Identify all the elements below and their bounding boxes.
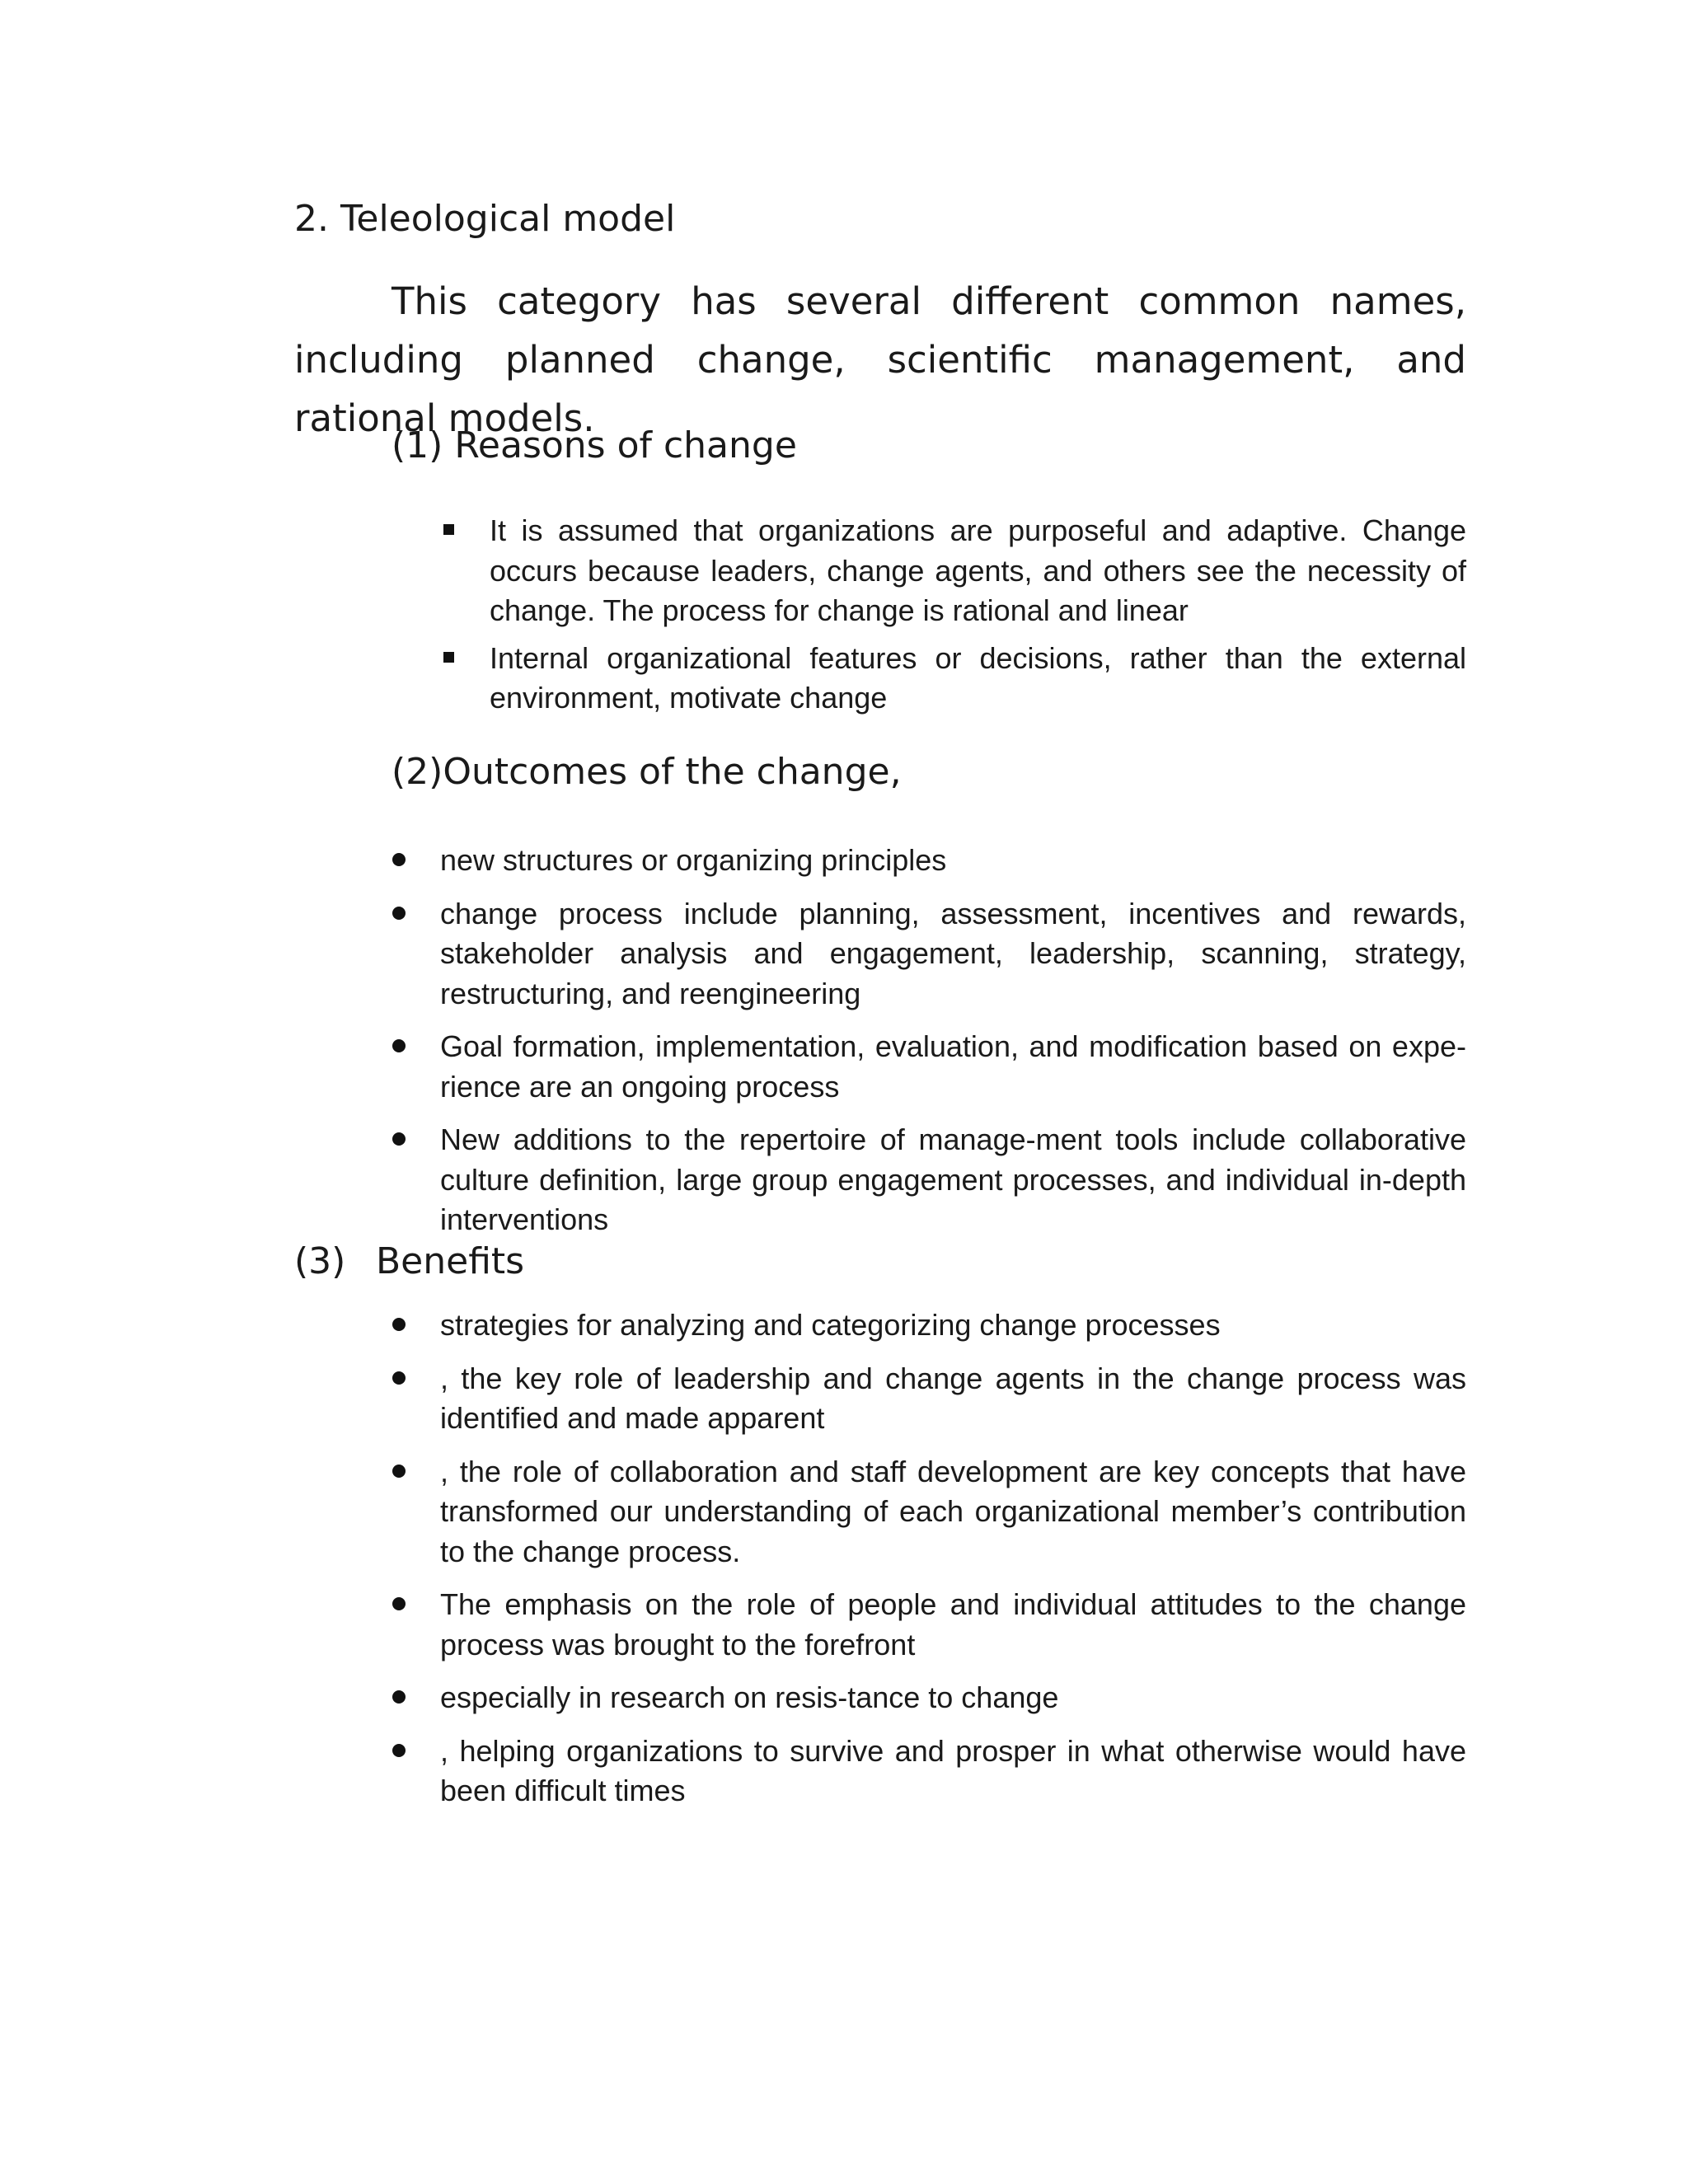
list-item	[440, 1678, 1466, 1718]
round-bullet-icon	[392, 1120, 406, 1133]
list-item	[440, 894, 1466, 1015]
intro-paragraph: This category has several different common names, including planned change, scientific management, and rational models.	[294, 279, 1466, 440]
list-item	[440, 1120, 1466, 1240]
list-item-text: , helping organizations to survive and prosper in what otherwise would have been difficult times	[440, 1733, 1466, 1807]
outcomes-list	[440, 841, 1466, 1254]
list-item-text: Goal formation, implementation, evaluation, and modification based on expe-rience are an ongoing process	[440, 1029, 1466, 1104]
outcomes-heading: (2)Outcomes of the change,	[392, 751, 902, 793]
list-item-text: It is assumed that organizations are purposeful and adaptive. Change occurs because leaders, change agents, and others see the necessity of change. The process for change is rational and linear	[490, 513, 1466, 627]
list-item-text: , the role of collaboration and staff development are key concepts that have transformed our understanding of each organizational member’s contribution to the change process.	[440, 1454, 1466, 1568]
benefits-heading: Benefits	[376, 1240, 525, 1282]
list-item-text: The emphasis on the role of people and individual attitudes to the change process was brought to the forefront	[440, 1587, 1466, 1661]
square-bullet-icon	[443, 639, 455, 650]
round-bullet-icon	[392, 1678, 406, 1691]
round-bullet-icon	[392, 1585, 406, 1598]
round-bullet-icon	[392, 1305, 406, 1319]
list-item	[490, 511, 1466, 631]
list-item	[440, 1452, 1466, 1572]
reasons-heading: (1) Reasons of change	[392, 424, 797, 466]
list-item-text: change process include planning, assessment, incentives and rewards, stakeholder analysis and engagement, leadership, scanning, strategy, restructuring, and reengineering	[440, 896, 1466, 1010]
section-title: 2. Teleological model	[294, 198, 676, 240]
list-item-text: especially in research on resis-tance to change	[440, 1680, 1059, 1714]
list-item	[440, 1359, 1466, 1439]
list-item	[440, 841, 1466, 881]
list-item	[440, 1305, 1466, 1346]
list-item	[440, 1732, 1466, 1811]
list-item	[440, 1027, 1466, 1107]
list-item	[440, 1585, 1466, 1665]
round-bullet-icon	[392, 894, 406, 907]
round-bullet-icon	[392, 1452, 406, 1465]
square-bullet-icon	[443, 511, 455, 523]
list-item-text: , the key role of leadership and change agents in the change process was identified and made apparent	[440, 1361, 1466, 1435]
round-bullet-icon	[392, 1732, 406, 1745]
list-item-text: strategies for analyzing and categorizing change processes	[440, 1308, 1221, 1342]
list-item-text: New additions to the repertoire of manage-ment tools include collaborative culture definition, large group engagement processes, and individual in-depth interventions	[440, 1122, 1466, 1236]
round-bullet-icon	[392, 1359, 406, 1372]
round-bullet-icon	[392, 1027, 406, 1040]
round-bullet-icon	[392, 841, 406, 854]
list-item-text: Internal organizational features or decisions, rather than the external environment, motivate change	[490, 640, 1466, 715]
list-item-text: new structures or organizing principles	[440, 843, 947, 877]
list-item	[490, 639, 1466, 719]
benefits-list	[440, 1305, 1466, 1825]
reasons-list	[490, 511, 1466, 726]
benefits-number: (3)	[294, 1240, 346, 1282]
